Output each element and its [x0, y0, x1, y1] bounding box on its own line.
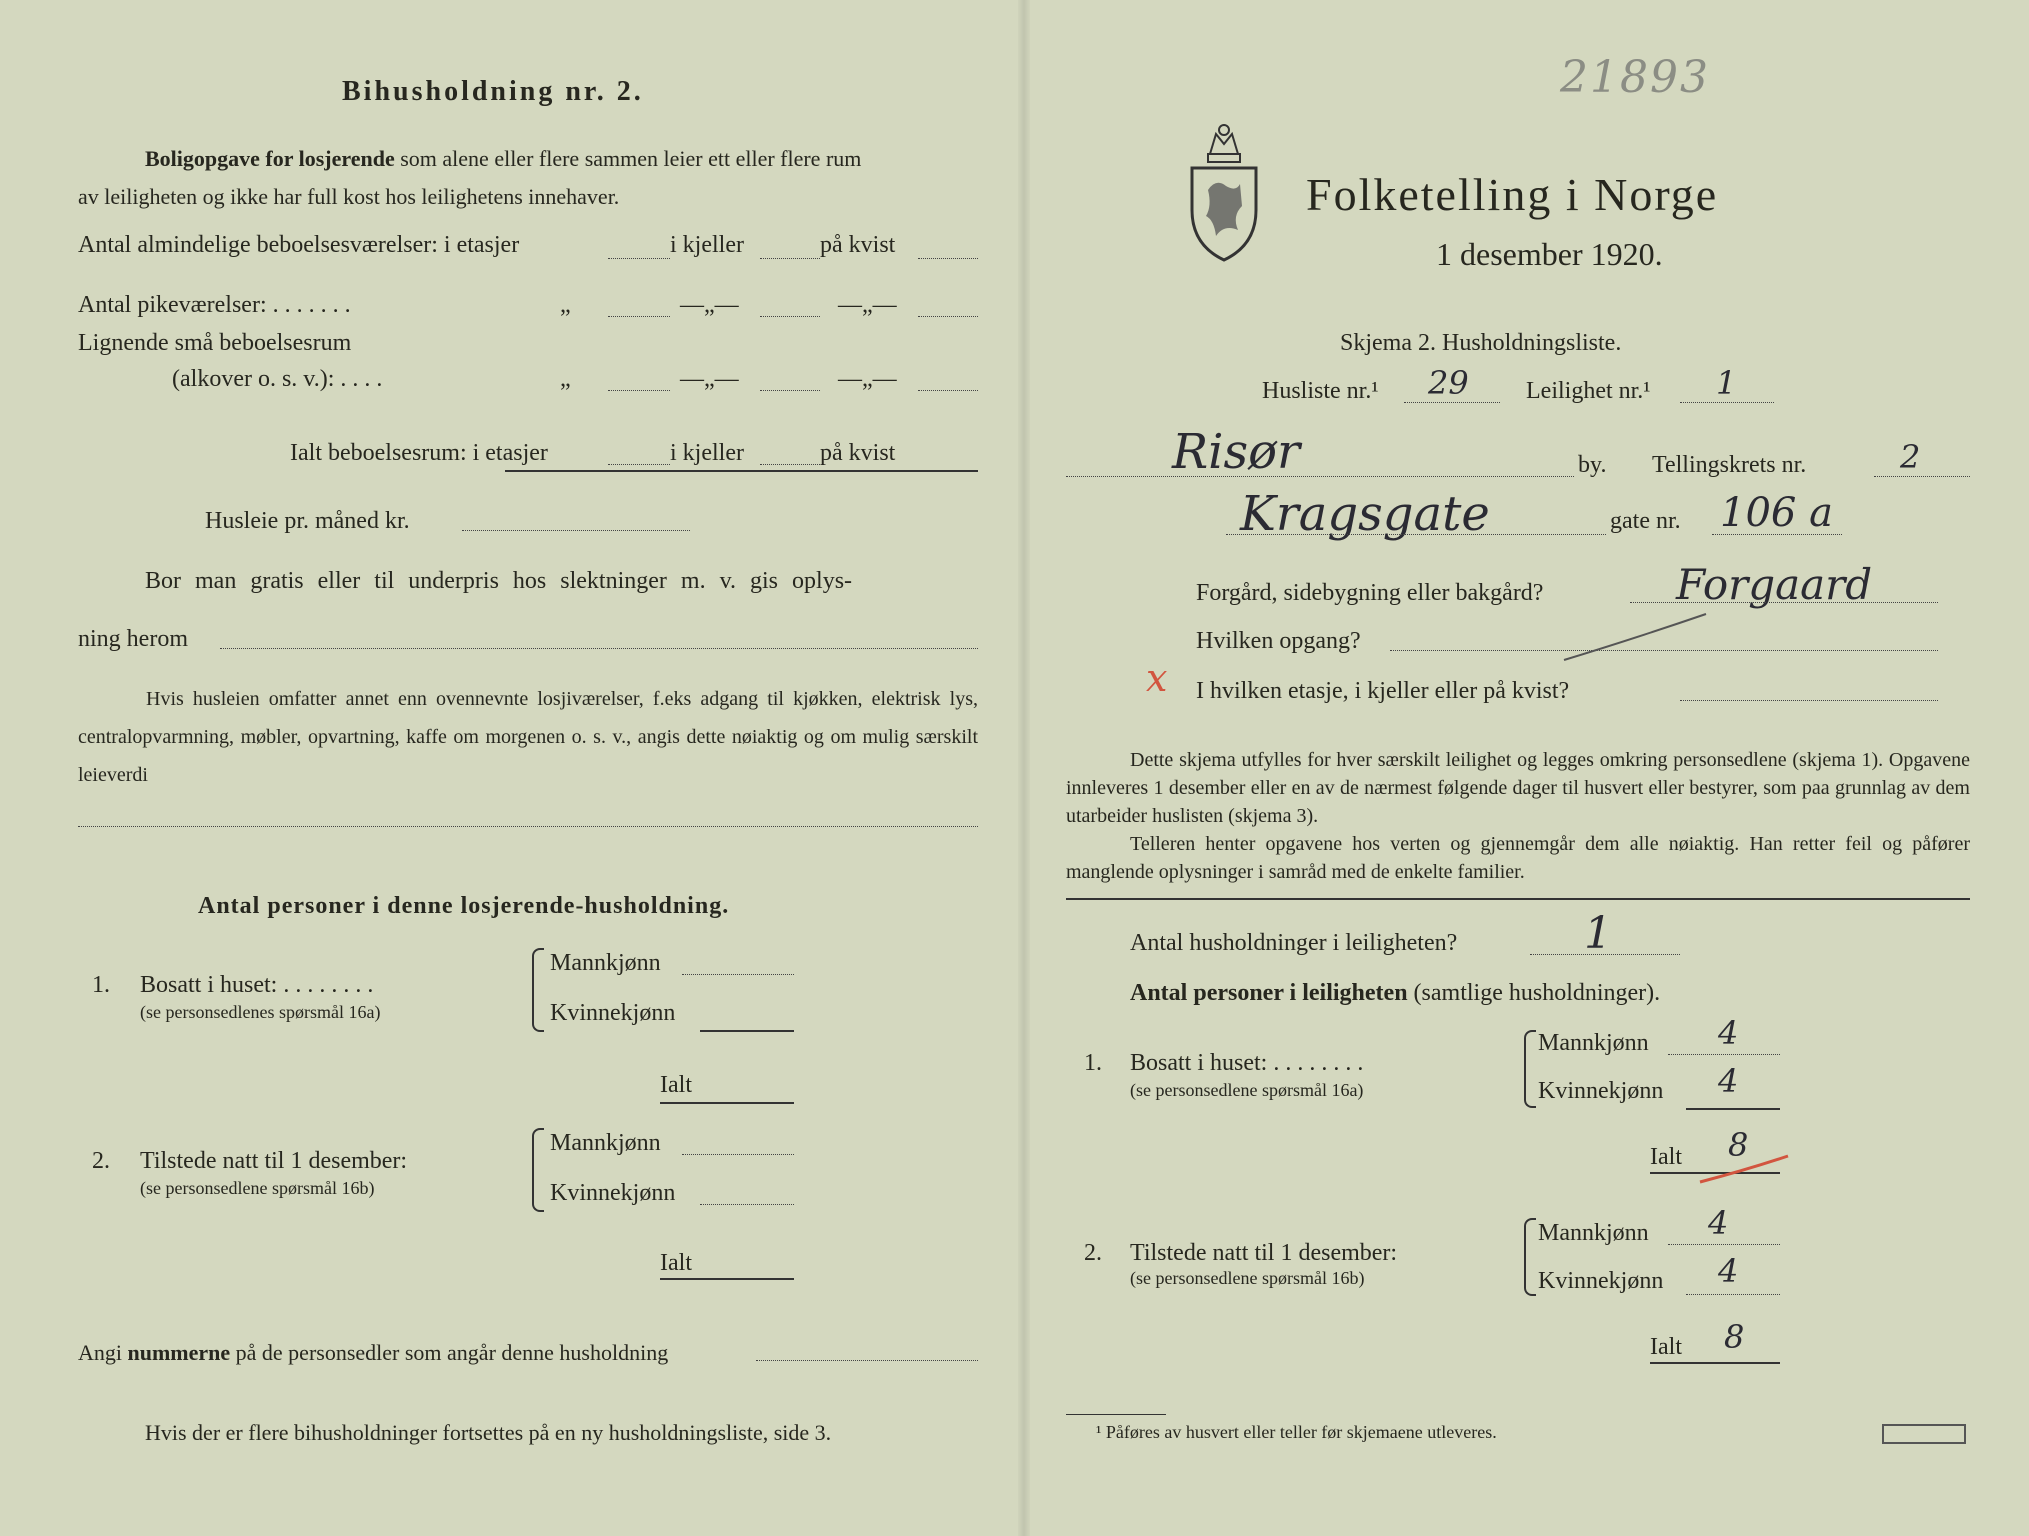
pike-ditto-3: —„— — [838, 292, 897, 318]
krets-field — [1874, 476, 1970, 477]
left-q1-mann-label: Mannkjønn — [550, 950, 661, 976]
alkover-field-1 — [608, 390, 670, 391]
footnote: ¹ Påføres av husvert eller teller før skjemaene utleveres. — [1096, 1422, 1497, 1442]
alkover-ditto-1: „ — [560, 366, 571, 392]
forgard-field — [1630, 602, 1938, 603]
footnote-rule — [1066, 1414, 1166, 1415]
page-fold — [1018, 0, 1030, 1536]
hvis-extra-field — [78, 826, 978, 827]
husliste-value: 29 — [1428, 364, 1469, 402]
left-q1-label: Bosatt i huset: . . . . . . . . — [140, 972, 374, 998]
right-q1-kvinne-label: Kvinnekjønn — [1538, 1078, 1664, 1104]
right-q1-number: 1. — [1084, 1050, 1102, 1076]
angi-pre: Angi — [78, 1340, 122, 1365]
left-q2-mann-field — [682, 1154, 794, 1155]
alkover-field-3 — [918, 390, 978, 391]
gratis-line-2: ning herom — [78, 626, 188, 652]
husleie-label: Husleie pr. måned kr. — [205, 508, 410, 534]
right-q1-ialt-label: Ialt — [1650, 1144, 1682, 1170]
left-q1-brace — [532, 948, 544, 1032]
right-q1-mann-value: 4 — [1718, 1014, 1739, 1052]
red-check-stroke — [1696, 1152, 1792, 1186]
right-q2-mann-field — [1668, 1244, 1780, 1245]
census-date: 1 desember 1920. — [1436, 236, 1663, 272]
etasje-red-mark: x — [1146, 656, 1168, 700]
rooms-kjeller-label: i kjeller — [670, 232, 744, 258]
angi-rest: på de personsedler som angår denne husholdning — [235, 1340, 669, 1365]
gate-nr-field — [1712, 534, 1842, 535]
husliste-field — [1404, 402, 1500, 403]
left-q2-sub: (se personsedlene spørsmål 16b) — [140, 1178, 375, 1198]
left-q2-kvinne-label: Kvinnekjønn — [550, 1180, 676, 1206]
alkover-ditto-2: —„— — [680, 366, 739, 392]
right-q2-ialt-value: 8 — [1724, 1318, 1745, 1356]
right-q1-mann-label: Mannkjønn — [1538, 1030, 1649, 1056]
gate-label: gate nr. — [1610, 508, 1681, 534]
right-q2-kvinne-field — [1686, 1294, 1780, 1295]
right-q2-mann-value: 4 — [1708, 1204, 1729, 1242]
forgard-value: Forgaard — [1676, 560, 1873, 609]
by-field — [1066, 476, 1574, 477]
right-title: Folketelling i Norge — [1306, 169, 1719, 220]
left-q1-mann-field — [682, 974, 794, 975]
by-value: Risør — [1172, 424, 1300, 480]
pencil-stroke — [1560, 610, 1710, 670]
right-q2-ialt-label: Ialt — [1650, 1334, 1682, 1360]
left-q2-number: 2. — [92, 1148, 110, 1174]
left-antal-heading: Antal personer i denne losjerende-husholdning. — [198, 893, 730, 919]
right-antal-heading — [1130, 980, 1660, 1007]
intro-bold: Boligopgave for losjerende — [145, 146, 395, 171]
gratis-field — [220, 648, 978, 649]
left-q2-brace — [532, 1128, 544, 1212]
husliste-label: Husliste nr.¹ — [1262, 378, 1379, 404]
right-q2-kvinne-label: Kvinnekjønn — [1538, 1268, 1664, 1294]
etasje-label: I hvilken etasje, i kjeller eller på kvist? — [1196, 678, 1570, 704]
angi-line — [78, 1340, 668, 1366]
krets-value: 2 — [1900, 438, 1921, 476]
rooms-label: Antal almindelige beboelsesværelser: i etasjer — [78, 232, 520, 258]
hvis-paragraph: Hvis husleien omfatter annet enn ovennevnte losjiværelser, f.eks adgang til kjøkken, elektrisk lys, centralopvarmning, møbler, opvartning, kaffe om morgenen o. s. v., angis dette nøiaktig og om mulig særskilt leieverdi — [78, 688, 978, 786]
pike-field-2 — [760, 316, 820, 317]
leilighet-field — [1680, 402, 1774, 403]
rooms-kjeller-field — [760, 258, 820, 259]
rooms-kvist-label: på kvist — [820, 232, 896, 258]
right-q1-label: Bosatt i huset: . . . . . . . . — [1130, 1050, 1364, 1076]
right-q2-ialt-field — [1650, 1362, 1780, 1364]
krets-label: Tellingskrets nr. — [1652, 452, 1807, 478]
gratis-line-1: Bor man gratis eller til underpris hos slektninger m. v. gis oplys- — [145, 568, 853, 594]
right-q1-kvinne-value: 4 — [1718, 1062, 1739, 1100]
pike-ditto-2: —„— — [680, 292, 739, 318]
right-antal-rest: (samtlige husholdninger). — [1413, 980, 1661, 1006]
right-q2-kvinne-value: 4 — [1718, 1252, 1739, 1290]
schema-label: Skjema 2. Husholdningsliste. — [1340, 330, 1622, 356]
left-q2-kvinne-field — [700, 1204, 794, 1205]
intro-line-2: av leiligheten og ikke har full kost hos leilighetens innehaver. — [78, 184, 620, 209]
rooms-etasjer-field — [608, 258, 670, 259]
husholdninger-label: Antal husholdninger i leiligheten? — [1130, 930, 1458, 956]
right-q1-ialt-value: 8 — [1728, 1126, 1749, 1164]
left-title: Bihusholdning nr. 2. — [342, 76, 644, 107]
pike-field-1 — [608, 316, 670, 317]
small-rooms-label: Lignende små beboelsesrum — [78, 330, 352, 356]
archive-number: 21893 — [1560, 52, 1710, 103]
left-q2-label: Tilstede natt til 1 desember: — [140, 1148, 408, 1174]
ialt-etasjer-field — [608, 464, 670, 465]
left-q1-sub: (se personsedlenes spørsmål 16a) — [140, 1002, 381, 1022]
left-q1-kvinne-field — [700, 1030, 794, 1032]
right-q2-number: 2. — [1084, 1240, 1102, 1266]
section-divider — [1066, 898, 1970, 900]
left-q2-ialt-field — [660, 1278, 794, 1280]
gate-field — [1226, 534, 1606, 535]
forgard-label: Forgård, sidebygning eller bakgård? — [1196, 580, 1544, 606]
husleie-field — [462, 530, 690, 531]
left-q2-ialt-label: Ialt — [660, 1250, 692, 1276]
opgang-label: Hvilken opgang? — [1196, 628, 1361, 654]
intro-rest: som alene eller flere sammen leier ett eller flere rum — [400, 146, 862, 171]
angi-bold: nummerne — [127, 1340, 231, 1365]
left-q1-ialt-label: Ialt — [660, 1072, 692, 1098]
intro-line-1 — [145, 146, 861, 172]
info-paragraph-2: Telleren henter opgavene hos verten og gjennemgår dem alle nøiaktig. Han retter feil og påfører manglende oplysninger i samråd med de enkelte familier. — [1066, 833, 1970, 883]
left-q1-ialt-field — [660, 1102, 794, 1104]
alkover-label: (alkover o. s. v.): . . . . — [172, 366, 383, 392]
pike-field-3 — [918, 316, 978, 317]
left-q1-kvinne-label: Kvinnekjønn — [550, 1000, 676, 1026]
left-footer: Hvis der er flere bihusholdninger fortsettes på en ny husholdningsliste, side 3. — [145, 1420, 832, 1445]
gate-nr-value: 106 a — [1720, 490, 1833, 536]
right-q1-mann-field — [1668, 1054, 1780, 1055]
left-q1-number: 1. — [92, 972, 110, 998]
info-paragraph-1: Dette skjema utfylles for hver særskilt leilighet og legges omkring personsedlene (skjema 1). Opgavene innleveres 1 desember eller en av de nærmest følgende dager til husvert eller bestyrer, som paa grunnlag av dem utarbeider huslisten (skjema 3). — [1066, 749, 1970, 827]
gate-value: Kragsgate — [1240, 486, 1490, 542]
etasje-field — [1680, 700, 1938, 701]
ialt-kjeller-label: i kjeller — [670, 440, 744, 466]
by-label: by. — [1578, 452, 1607, 478]
ialt-kjeller-field — [760, 464, 820, 465]
husholdninger-value: 1 — [1584, 908, 1612, 959]
pike-label: Antal pikeværelser: . . . . . . . — [78, 292, 351, 318]
right-q2-brace — [1524, 1218, 1536, 1296]
alkover-ditto-3: —„— — [838, 366, 897, 392]
left-q2-mann-label: Mannkjønn — [550, 1130, 661, 1156]
right-q2-label: Tilstede natt til 1 desember: — [1130, 1240, 1398, 1266]
printer-stamp — [1882, 1424, 1966, 1444]
coat-of-arms-icon — [1186, 120, 1262, 266]
right-q1-brace — [1524, 1030, 1536, 1108]
leilighet-label: Leilighet nr.¹ — [1526, 378, 1651, 404]
ialt-rooms-label: Ialt beboelsesrum: i etasjer — [290, 440, 548, 466]
husholdninger-field — [1530, 954, 1680, 955]
right-q1-kvinne-field — [1686, 1108, 1780, 1110]
right-q2-mann-label: Mannkjønn — [1538, 1220, 1649, 1246]
right-q1-sub: (se personsedlene spørsmål 16a) — [1130, 1080, 1364, 1100]
alkover-field-2 — [760, 390, 820, 391]
right-antal-bold: Antal personer i leiligheten — [1130, 980, 1408, 1006]
right-q2-sub: (se personsedlene spørsmål 16b) — [1130, 1268, 1365, 1288]
pike-ditto-1: „ — [560, 292, 571, 318]
ialt-underline — [505, 470, 978, 472]
ialt-kvist-label: på kvist — [820, 440, 896, 466]
leilighet-value: 1 — [1716, 364, 1737, 402]
rooms-kvist-field — [918, 258, 978, 259]
angi-field — [756, 1360, 978, 1361]
